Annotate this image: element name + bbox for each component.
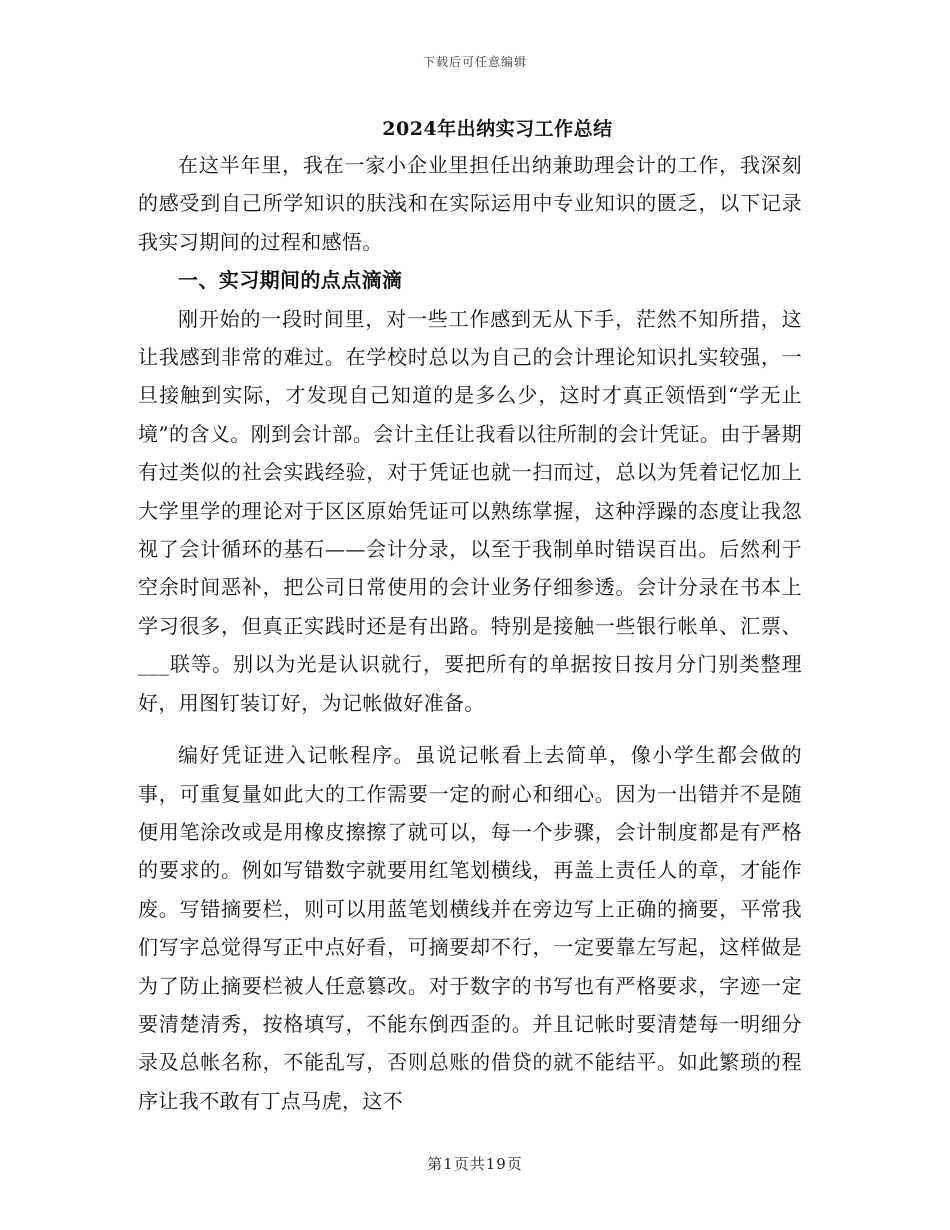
intro-paragraph: 在这半年里，我在一家小企业里担任出纳兼助理会计的工作，我深刻的感受到自己所学知识的肤浅和在实际运用中专业知识的匮乏，以下记录我实习期间的过程和感悟。: [138, 153, 802, 254]
body-paragraph: 编好凭证进入记帐程序。虽说记帐看上去简单，像小学生都会做的事，可重复量如此大的工作需要一定的耐心和细心。因为一出错并不是随便用笔涂改或是用橡皮擦擦了就可以，每一个步骤，会计制度都是有严格的要求的。例如写错数字就要用红笔划横线，再盖上责任人的章，才能作废。写错摘要栏，则可以用蓝笔划横线并在旁边写上正确的摘要，平常我们写字总觉得写正中点好看，可摘要却不行，一定要靠左写起，这样做是为了防止摘要栏被人任意篡改。对于数字的书写也有严格要求，字迹一定要清楚清秀，按格填写，不能东倒西歪的。并且记帐时要清楚每一明细分录及总帐名称，不能乱写，否则总账的借贷的就不能结平。如此繁琐的程序让我不敢有丁点马虎，这不: [138, 743, 802, 1113]
document-body: [138, 146, 802, 1120]
header-note: 下载后可任意编辑: [422, 55, 527, 69]
page-number: 第1页共19页: [427, 1155, 523, 1173]
document-title: 2024年出纳实习工作总结: [382, 118, 613, 140]
body-paragraph: 刚开始的一段时间里，对一些工作感到无从下手，茫然不知所措，这让我感到非常的难过。在学校时总以为自己的会计理论知识扎实较强，一旦接触到实际，才发现自己知道的是多么少，这时才真正领悟到“学无止境”的含义。刚到会计部。会计主任让我看以往所制的会计凭证。由于暑期有过类似的社会实践经验，对于凭证也就一扫而过，总以为凭着记忆加上大学里学的理论对于区区原始凭证可以熟练掌握，这种浮躁的态度让我忽视了会计循环的基石——会计分录，以至于我制单时错误百出。后然利于空余时间恶补，把公司日常使用的会计业务仔细参透。会计分录在书本上学习很多，但真正实践时还是有出路。特别是接触一些银行帐单、汇票、___联等。别以为光是认识就行，要把所有的单据按日按月分门别类整理好，用图钉装订好，为记帐做好准备。: [138, 306, 802, 715]
section-heading: 一、实习期间的点点滴滴: [178, 268, 403, 293]
